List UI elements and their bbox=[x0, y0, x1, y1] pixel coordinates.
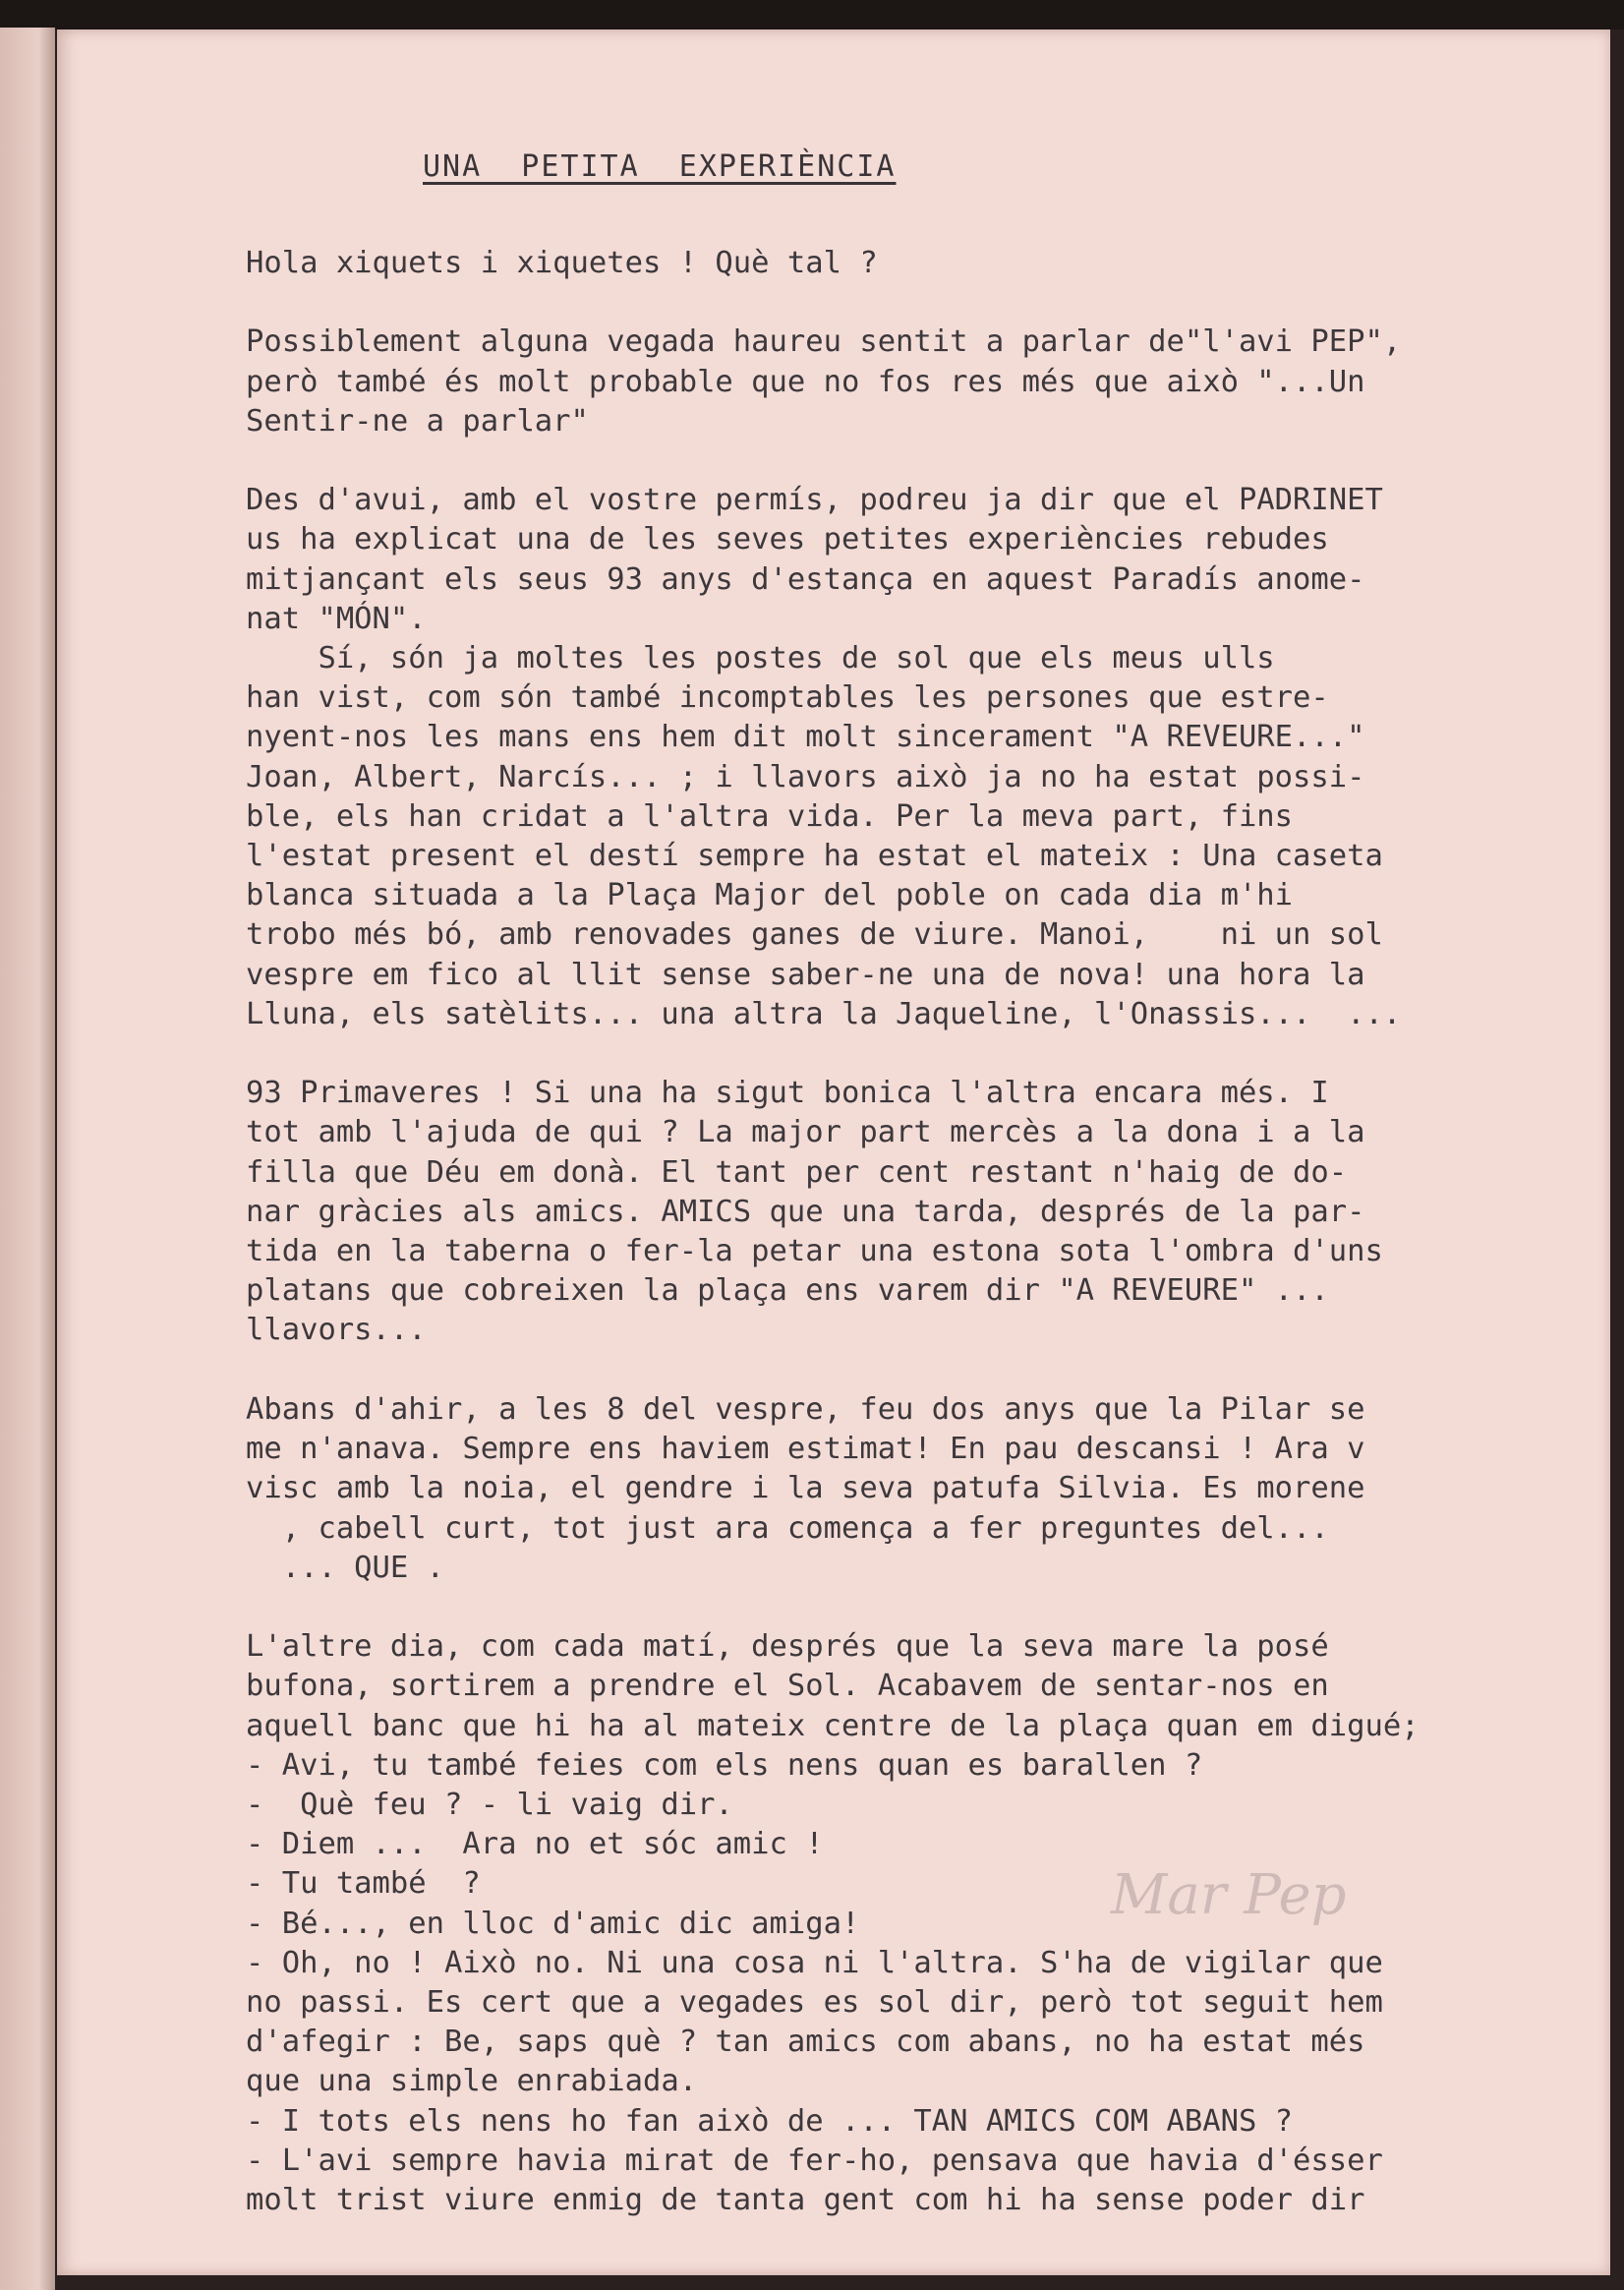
facing-page-edge bbox=[0, 28, 55, 2290]
document-title: UNA PETITA EXPERIÈNCIA bbox=[423, 149, 897, 184]
document-body: Hola xiquets i xiquetes ! Què tal ? Possiblement alguna vegada haureu sentit a parlar de"l'avi PEP", però també és molt probable que no fos res més que això "...Un Sentir-ne a parlar" Des d'avui, amb el vostre permís, podreu ja dir que el PADRINET us ha explicat una de les seves petites experiències rebudes mitjançant els seus 93 anys d'estança en aquest Paradís anome- nat "MÓN". Sí, són ja moltes les postes de sol que els meus ulls han vist, com són també incomptables les persones que estre- nyent-nos les mans ens hem dit molt sincerament "A REVEURE..." Joan, Albert, Narcís... ; i llavors això ja no ha estat possi- ble, els han cridat a l'altra vida. Per la meva part, fins l'estat present el destí sempre ha estat el mateix : Una caseta blanca situada a la Plaça Major del poble on cada dia m'hi trobo més bó, amb renovades ganes de viure. Manoi, ni un sol vespre em fico al llit sense saber-ne una de nova! una hora la Lluna, els satèlits... una altra la Jaqueline, l'Onassis... ... 93 Primaveres ! Si una ha sigut bonica l'altra encara més. I tot amb l'ajuda de qui ? La major part mercès a la dona i a la filla que Déu em donà. El tant per cent restant n'haig de do- nar gràcies als amics. AMICS que una tarda, després de la par- tida en la taberna o fer-la petar una estona sota l'ombra d'uns platans que cobreixen la plaça ens varem dir "A REVEURE" ... llavors... Abans d'ahir, a les 8 del vespre, feu dos anys que la Pilar se me n'anava. Sempre ens haviem estimat! En pau descansi ! Ara v visc amb la noia, el gendre i la seva patufa Silvia. Es morene , cabell curt, tot just ara comença a fer preguntes del... ... QUE . L'altre dia, com cada matí, després que la seva mare la posé bufona, sortirem a prendre el Sol. Acabavem de sentar-nos en aquell banc que hi ha al mateix centre de la plaça quan em digué; - Avi, tu també feies com els nens quan es barallen ? - Què feu ? - li vaig dir. - Diem ... Ara no et sóc amic ! - Tu també ? - Bé..., en lloc d'amic dic amiga! - Oh, no ! Això no. Ni una cosa ni l'altra. S'ha de vigilar que no passi. Es cert que a vegades es sol dir, però tot seguit hem d'afegir : Be, saps què ? tan amics com abans, no ha estat més que una simple enrabiada. - I tots els nens ho fan això de ... TAN AMICS COM ABANS ? - L'avi sempre havia mirat de fer-ho, pensava que havia d'ésser molt trist viure enmig de tanta gent com hi ha sense poder dir bbox=[246, 246, 1420, 2217]
faint-handwritten-signature: Mar Pep bbox=[1111, 1863, 1347, 1927]
scan-top-edge bbox=[0, 0, 1624, 29]
